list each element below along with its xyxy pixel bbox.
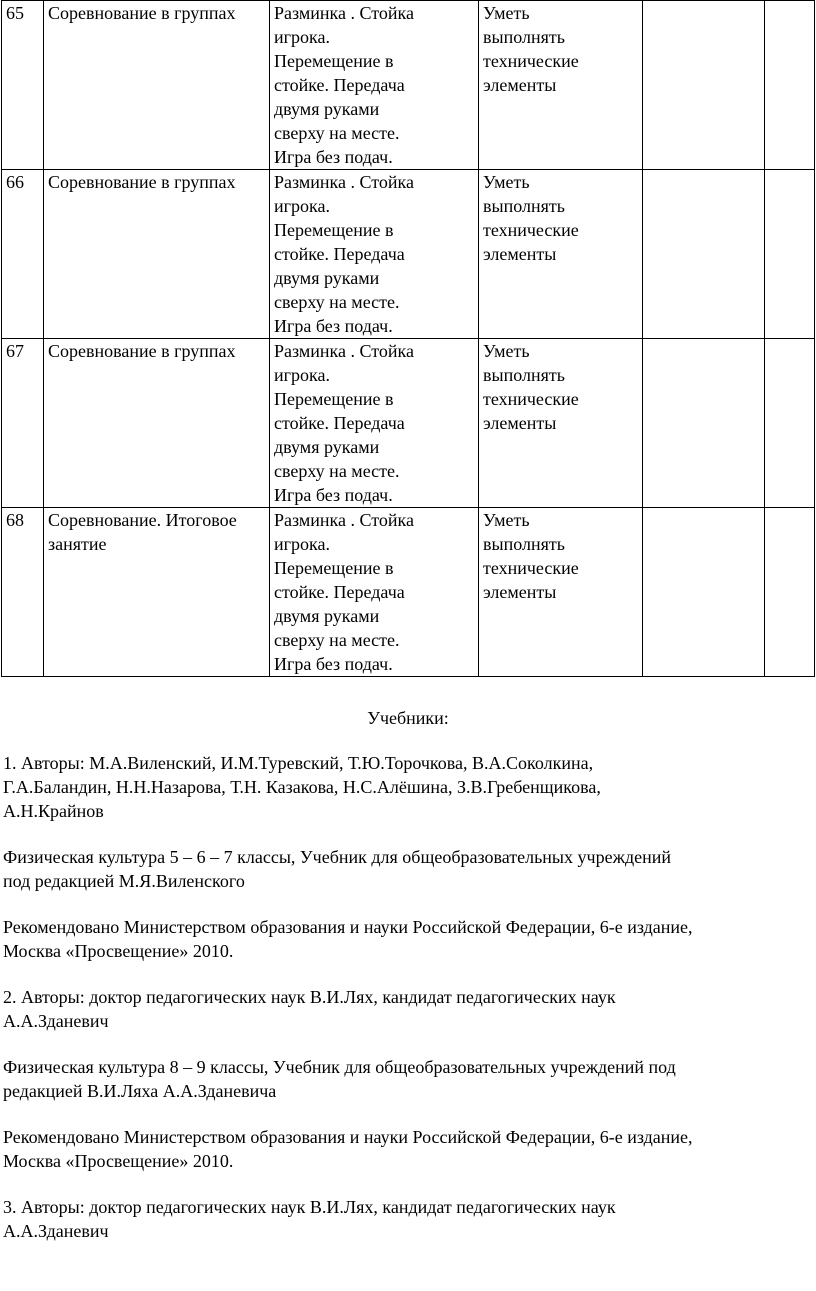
textbook-line: Москва «Просвещение» 2010.: [3, 941, 234, 961]
lesson-content-line: игрока.: [274, 27, 330, 47]
lesson-content: [270, 170, 479, 339]
lesson-topic-line: Соревнование в группах: [48, 3, 236, 23]
textbooks-section: [3, 706, 813, 1265]
textbooks-heading: Учебники:: [367, 708, 449, 728]
lesson-skill-line: элементы: [483, 413, 557, 433]
lesson-content-line: двумя руками: [274, 99, 380, 119]
lesson-content-line: стойке. Передача: [274, 413, 405, 433]
lesson-date-fact: [765, 508, 815, 677]
textbook-line: Г.А.Баландин, Н.Н.Назарова, Т.Н. Казакова, Н.С.Алёшина, З.В.Гребенщикова,: [3, 777, 601, 797]
lesson-skill-line: элементы: [483, 582, 557, 602]
textbook-line: 1. Авторы: М.А.Виленский, И.М.Туревский, Т.Ю.Торочкова, В.А.Соколкина,: [3, 753, 594, 773]
lesson-content-line: Разминка . Стойка: [274, 341, 414, 361]
lesson-number: 66: [2, 170, 44, 339]
lesson-content-line: сверху на месте.: [274, 123, 400, 143]
lesson-skill-line: технические: [483, 389, 579, 409]
lesson-date-plan: [643, 339, 765, 508]
lesson-topic-line: занятие: [48, 534, 107, 554]
lesson-content-line: Разминка . Стойка: [274, 172, 414, 192]
textbook-paragraph: [3, 1055, 813, 1103]
textbook-line: под редакцией М.Я.Виленского: [3, 871, 245, 891]
lesson-topic: [44, 170, 270, 339]
lesson-topic-line: Соревнование в группах: [48, 341, 236, 361]
lesson-number: 67: [2, 339, 44, 508]
lesson-content-line: Разминка . Стойка: [274, 510, 414, 530]
lesson-content-line: двумя руками: [274, 606, 380, 626]
lesson-skill-line: технические: [483, 51, 579, 71]
textbook-line: Москва «Просвещение» 2010.: [3, 1151, 234, 1171]
lesson-content-line: двумя руками: [274, 268, 380, 288]
lesson-topic-line: Соревнование. Итоговое: [48, 510, 237, 530]
lesson-content-line: сверху на месте.: [274, 461, 400, 481]
lesson-content-line: стойке. Передача: [274, 75, 405, 95]
lesson-skill: [479, 1, 643, 170]
lesson-content-line: Игра без подач.: [274, 316, 393, 336]
lesson-content-line: Перемещение в: [274, 389, 394, 409]
textbook-paragraph: [3, 1125, 813, 1173]
textbook-paragraph: [3, 985, 813, 1033]
lesson-content-line: сверху на месте.: [274, 630, 400, 650]
textbook-line: Физическая культура 5 – 6 – 7 классы, Учебник для общеобразовательных учреждений: [3, 847, 672, 867]
textbook-line: Физическая культура 8 – 9 классы, Учебник для общеобразовательных учреждений под: [3, 1057, 676, 1077]
lesson-skill-line: Уметь: [483, 172, 530, 192]
lesson-content-line: игрока.: [274, 196, 330, 216]
textbook-line: А.Н.Крайнов: [3, 801, 104, 821]
lesson-skill-line: выполнять: [483, 27, 565, 47]
textbook-paragraph: [3, 1195, 813, 1243]
lesson-topic-line: Соревнование в группах: [48, 172, 236, 192]
textbook-paragraph: [3, 845, 813, 893]
lesson-content-line: стойке. Передача: [274, 244, 405, 264]
lesson-content-line: Игра без подач.: [274, 654, 393, 674]
lesson-skill-line: технические: [483, 558, 579, 578]
lesson-content-line: Разминка . Стойка: [274, 3, 414, 23]
lesson-content-line: Игра без подач.: [274, 147, 393, 167]
lesson-topic: [44, 508, 270, 677]
lesson-skill: [479, 339, 643, 508]
lesson-content: [270, 339, 479, 508]
table-row: [2, 508, 815, 677]
lesson-content-line: Перемещение в: [274, 558, 394, 578]
lesson-content-line: игрока.: [274, 534, 330, 554]
textbook-paragraph: [3, 751, 813, 823]
textbook-line: 2. Авторы: доктор педагогических наук В.И.Лях, кандидат педагогических наук: [3, 987, 616, 1007]
lesson-skill-line: Уметь: [483, 3, 530, 23]
textbook-line: Рекомендовано Министерством образования и науки Российской Федерации, 6-е издание,: [3, 1127, 693, 1147]
lesson-content-line: сверху на месте.: [274, 292, 400, 312]
lesson-skill: [479, 170, 643, 339]
lesson-date-plan: [643, 1, 765, 170]
lesson-topic: [44, 339, 270, 508]
lesson-plan-table: [1, 0, 815, 677]
lesson-date-fact: [765, 1, 815, 170]
lesson-content-line: Игра без подач.: [274, 485, 393, 505]
lesson-content-line: Перемещение в: [274, 51, 394, 71]
lesson-date-fact: [765, 170, 815, 339]
textbook-line: Рекомендовано Министерством образования и науки Российской Федерации, 6-е издание,: [3, 917, 693, 937]
lesson-skill-line: элементы: [483, 75, 557, 95]
lesson-skill-line: выполнять: [483, 196, 565, 216]
lesson-number: 68: [2, 508, 44, 677]
lesson-skill-line: технические: [483, 220, 579, 240]
lesson-content-line: игрока.: [274, 365, 330, 385]
lesson-date-plan: [643, 508, 765, 677]
textbooks-list: [3, 751, 813, 1243]
textbook-line: редакцией В.И.Ляха А.А.Зданевича: [3, 1081, 277, 1101]
lesson-date-fact: [765, 339, 815, 508]
lesson-skill-line: элементы: [483, 244, 557, 264]
textbook-line: 3. Авторы: доктор педагогических наук В.И.Лях, кандидат педагогических наук: [3, 1197, 616, 1217]
table-row: [2, 339, 815, 508]
lesson-skill-line: выполнять: [483, 365, 565, 385]
lesson-content-line: Перемещение в: [274, 220, 394, 240]
lesson-content: [270, 1, 479, 170]
lesson-content: [270, 508, 479, 677]
table-row: [2, 1, 815, 170]
textbook-paragraph: [3, 915, 813, 963]
lesson-date-plan: [643, 170, 765, 339]
textbook-line: А.А.Зданевич: [3, 1011, 109, 1031]
lesson-content-line: двумя руками: [274, 437, 380, 457]
lesson-skill-line: Уметь: [483, 341, 530, 361]
lesson-skill-line: выполнять: [483, 534, 565, 554]
lesson-content-line: стойке. Передача: [274, 582, 405, 602]
lesson-number: 65: [2, 1, 44, 170]
table-row: [2, 170, 815, 339]
lesson-plan-body: [2, 1, 815, 677]
lesson-skill: [479, 508, 643, 677]
textbook-line: А.А.Зданевич: [3, 1221, 109, 1241]
lesson-topic: [44, 1, 270, 170]
lesson-skill-line: Уметь: [483, 510, 530, 530]
